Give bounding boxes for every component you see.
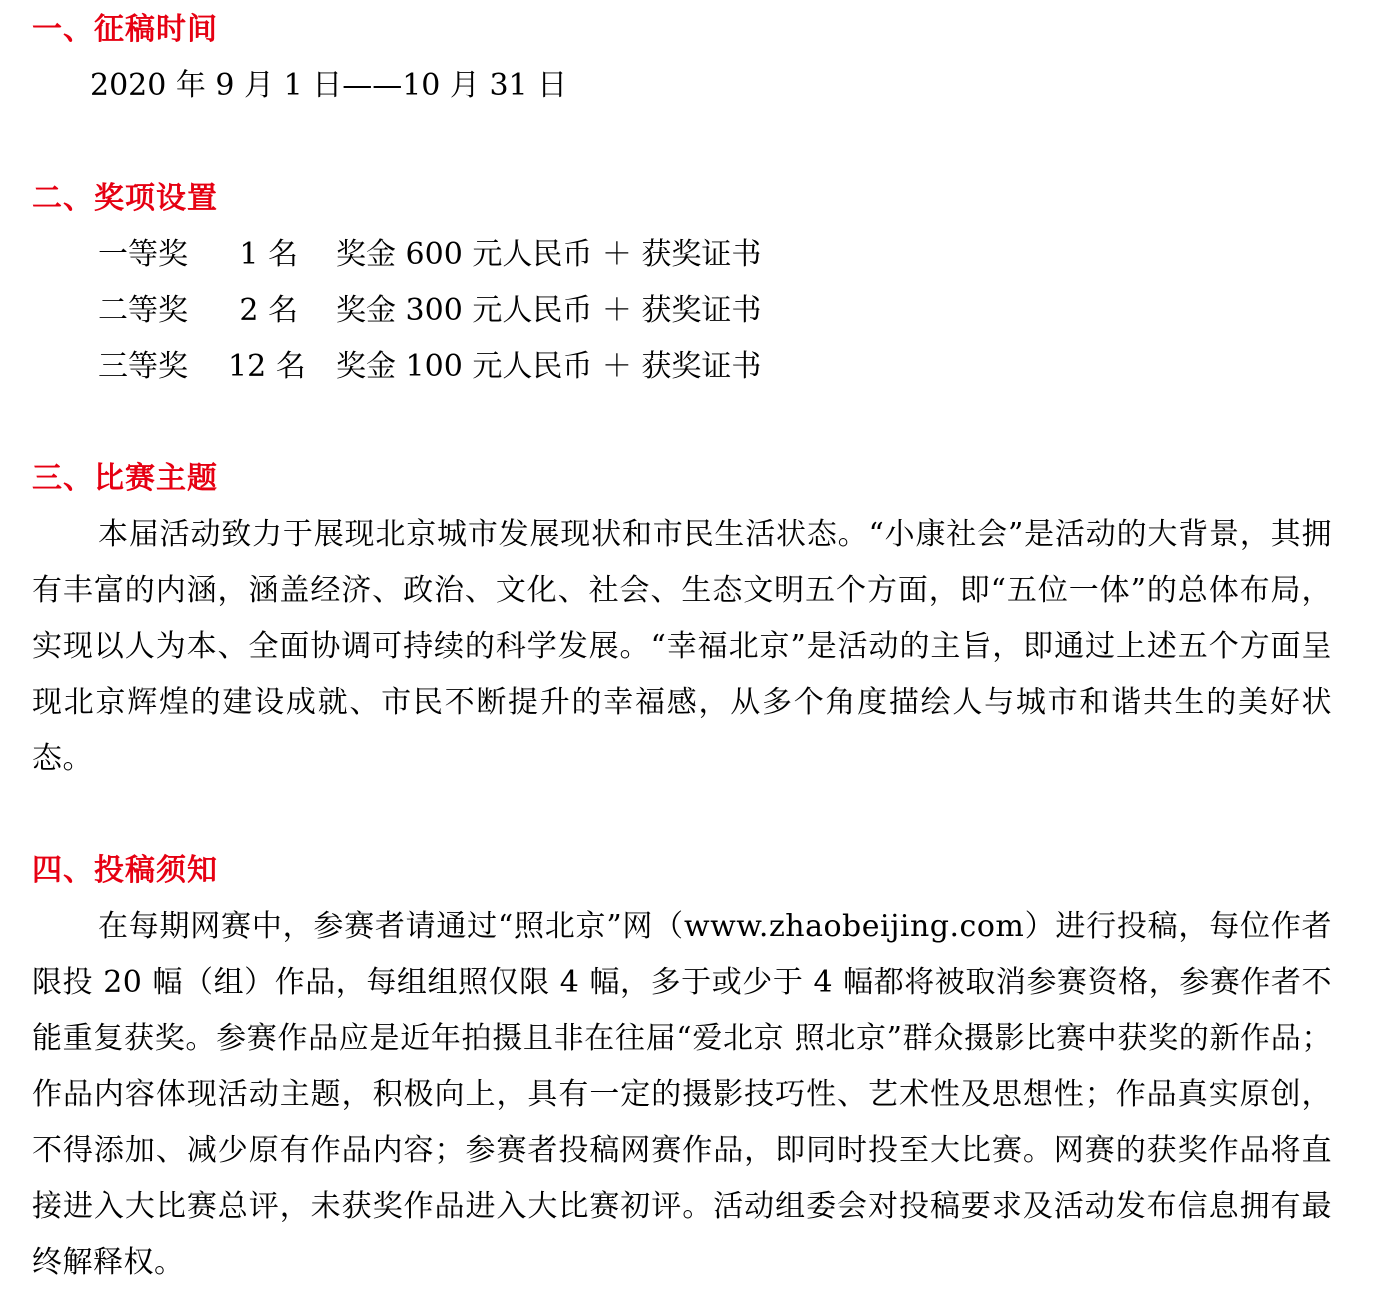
submission-period-text: 2020 年 9 月 1 日——10 月 31 日: [90, 68, 568, 103]
heading-competition-theme: 三、比赛主题: [32, 461, 218, 496]
award-name: 二等奖: [98, 293, 188, 328]
heading-submission-notice: 四、投稿须知: [32, 853, 218, 888]
heading-award-settings: 二、奖项设置: [32, 181, 218, 216]
notice-paragraph: 在每期网赛中，参赛者请通过“照北京”网（www.zhaobeijing.com）进行投稿，每位作者限投 20 幅（组）作品，每组组照仅限 4 幅，多于或少于 4 幅都将被取消参赛资格，参赛作者不能重复获奖。参赛作品应是近年拍摄且非在往届“爱北京 照北京”群众摄影比赛中获奖的新作品；作品内容体现活动主题，积极向上，具有一定的摄影技巧性、艺术性及思想性；作品真实原创，不得添加、减少原有作品内容；参赛者投稿网赛作品，即同时投至大比赛。网赛的获奖作品将直接进入大比赛总评，未获奖作品进入大比赛初评。活动组委会对投稿要求及活动发布信息拥有最终解释权。: [32, 909, 1332, 1280]
award-reward: 奖金 100 元人民币 ＋ 获奖证书: [336, 349, 762, 384]
award-count: 2 名: [239, 293, 298, 328]
award-count: 12 名: [228, 349, 306, 384]
award-name: 三等奖: [98, 349, 188, 384]
award-count: 1 名: [239, 237, 298, 272]
heading-submission-period: 一、征稿时间: [32, 12, 218, 47]
award-reward: 奖金 600 元人民币 ＋ 获奖证书: [336, 237, 762, 272]
award-reward: 奖金 300 元人民币 ＋ 获奖证书: [336, 293, 762, 328]
theme-paragraph: 本届活动致力于展现北京城市发展现状和市民生活状态。“小康社会”是活动的大背景，其拥有丰富的内涵，涵盖经济、政治、文化、社会、生态文明五个方面，即“五位一体”的总体布局，实现以人为本、全面协调可持续的科学发展。“幸福北京”是活动的主旨，即通过上述五个方面呈现北京辉煌的建设成就、市民不断提升的幸福感，从多个角度描绘人与城市和谐共生的美好状态。: [32, 517, 1332, 776]
award-name: 一等奖: [98, 237, 188, 272]
